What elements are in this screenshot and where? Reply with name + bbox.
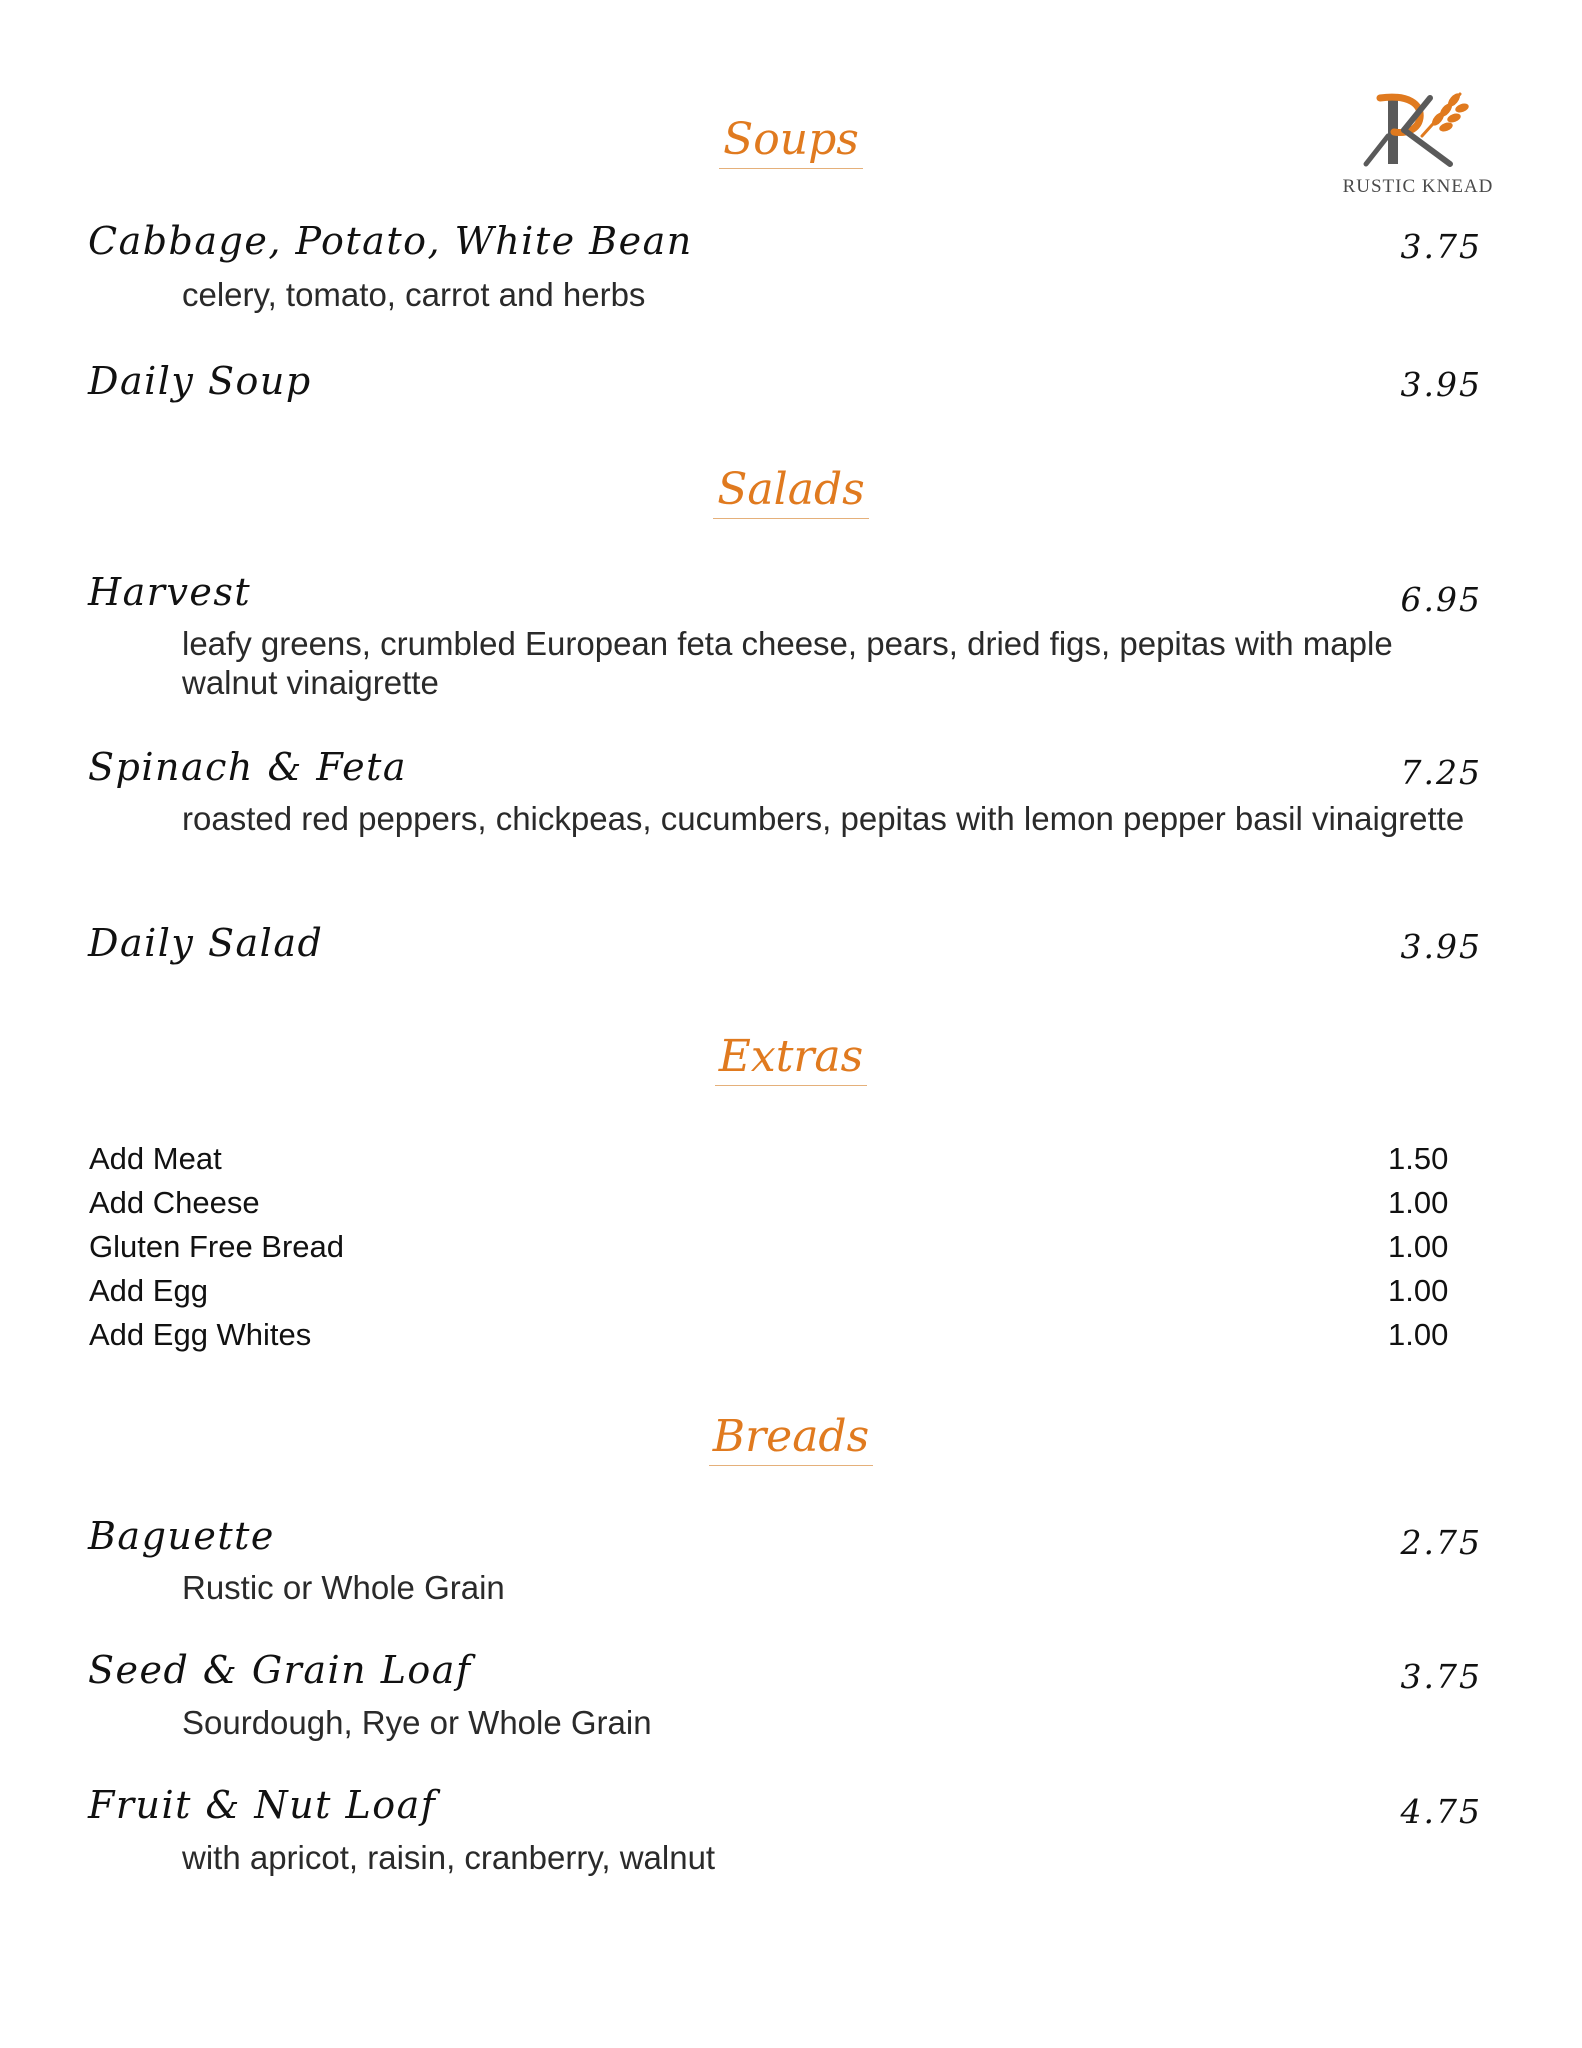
brand-name: RUSTIC KNEAD [1342,176,1494,197]
extra-price: 1.00 [1388,1229,1449,1264]
menu-item-description: leafy greens, crumbled European feta cheese, pears, dried figs, pepitas with maple walnut vinaigrette [182,625,1393,701]
section-title-breads: Breads [0,1415,1582,1466]
extra-name: Add Egg [89,1273,208,1308]
menu-item-price: 7.25 [1400,753,1482,792]
extra-name: Add Cheese [89,1185,260,1220]
extra-row [89,1181,1451,1225]
menu-item-description: roasted red peppers, chickpeas, cucumbers, pepitas with lemon pepper basil vinaigrette [182,800,1465,837]
extra-row [89,1269,1451,1313]
extra-row [89,1313,1451,1357]
menu-item-name: Daily Salad [88,921,324,965]
menu-item-description: celery, tomato, carrot and herbs [182,276,646,313]
section-title-salads: Salads [0,468,1582,519]
extra-name: Add Egg Whites [89,1317,312,1352]
extra-row [89,1225,1451,1269]
extra-price: 1.00 [1388,1273,1449,1308]
extra-price: 1.50 [1388,1141,1449,1176]
menu-item-name: Baguette [88,1514,275,1558]
menu-item-price: 3.75 [1400,227,1482,266]
section-title-soups: Soups [0,118,1582,169]
extra-price: 1.00 [1388,1185,1449,1220]
menu-item-name: Harvest [88,570,252,614]
menu-item-price: 6.95 [1400,580,1482,619]
extra-price: 1.00 [1388,1317,1449,1352]
menu-item-name: Spinach & Feta [88,745,408,789]
menu-item-name: Daily Soup [88,359,312,403]
menu-item-price: 2.75 [1400,1523,1482,1562]
section-title-extras: Extras [0,1035,1582,1086]
menu-item-price: 3.75 [1400,1657,1482,1696]
menu-item-price: 3.95 [1400,365,1482,404]
extra-name: Gluten Free Bread [89,1229,345,1264]
menu-item-price: 4.75 [1400,1792,1482,1831]
menu-item-description: Sourdough, Rye or Whole Grain [182,1704,652,1741]
menu-item-price: 3.95 [1400,927,1482,966]
menu-item-name: Fruit & Nut Loaf [88,1783,437,1827]
menu-item-name: Seed & Grain Loaf [88,1648,472,1692]
menu-item-description: Rustic or Whole Grain [182,1569,505,1606]
extra-row [89,1137,1451,1181]
menu-item-description: with apricot, raisin, cranberry, walnut [182,1839,716,1876]
extra-name: Add Meat [89,1141,222,1176]
menu-item-name: Cabbage, Potato, White Bean [88,219,693,263]
